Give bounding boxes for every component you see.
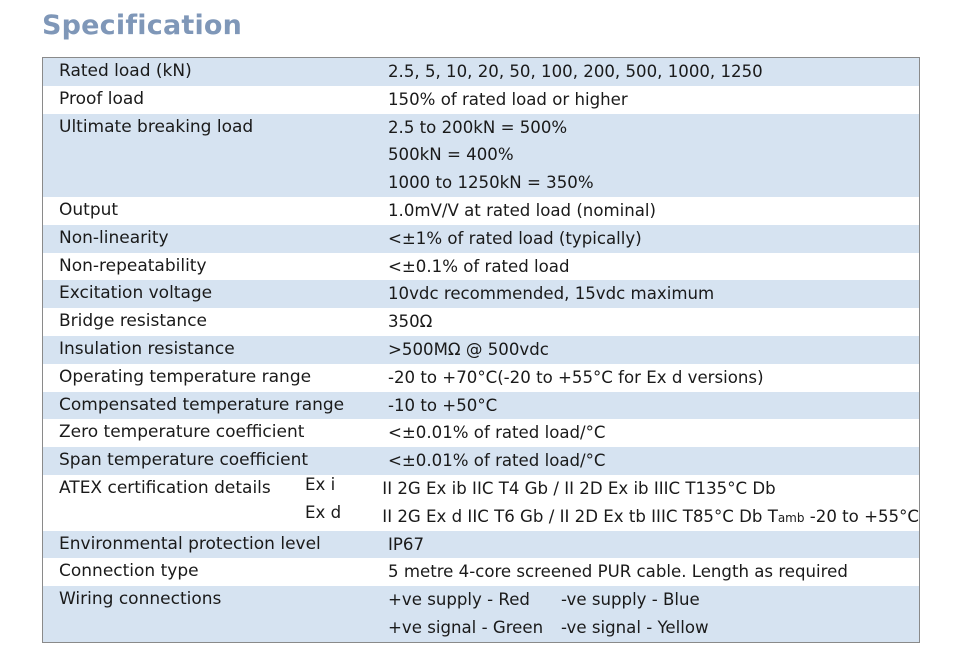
page-title: Specification	[42, 10, 243, 41]
wiring-supply-positive: +ve supply - Red	[388, 590, 530, 610]
spec-label: Non-linearity	[59, 227, 169, 248]
spec-value: <±0.01% of rated load/°C	[388, 451, 606, 471]
table-row	[43, 225, 919, 253]
spec-label: Environmental protection level	[59, 533, 321, 554]
spec-label: Excitation voltage	[59, 283, 213, 304]
spec-value: 350Ω	[388, 312, 433, 332]
spec-label: Rated load (kN)	[59, 61, 192, 81]
table-row	[43, 253, 919, 281]
spec-label: Output	[59, 199, 119, 220]
table-row	[43, 447, 919, 475]
table-row	[43, 308, 919, 336]
atex-ex-d-tail: -20 to +55°C	[804, 506, 919, 526]
spec-value: 150% of rated load or higher	[388, 89, 628, 109]
atex-ex-d-value	[382, 503, 919, 531]
table-row	[43, 419, 919, 447]
atex-ex-d-main: II 2G Ex d IIC T6 Gb / II 2D Ex tb IIIC T85°C Db T	[382, 506, 778, 526]
spec-label: Operating temperature range	[59, 366, 312, 387]
spec-label: Wiring connections	[59, 589, 222, 610]
spec-label: Bridge resistance	[59, 311, 207, 332]
atex-ex-d-subscript: amb	[777, 510, 805, 525]
spec-value: 1.0mV/V at rated load (nominal)	[388, 200, 657, 220]
table-row	[43, 586, 919, 642]
table-row	[43, 58, 919, 86]
spec-label: Connection type	[59, 561, 199, 582]
wiring-signal-negative: -ve signal - Yellow	[561, 617, 709, 637]
wiring-signal-positive: +ve signal - Green	[388, 617, 544, 637]
spec-value: 10vdc recommended, 15vdc maximum	[388, 284, 715, 304]
spec-value: -20 to +70°C(-20 to +55°C for Ex d versions)	[388, 367, 764, 387]
spec-value: IP67	[388, 534, 425, 554]
spec-value: 5 metre 4-core screened PUR cable. Length as required	[388, 562, 848, 582]
table-row	[43, 531, 919, 559]
table-row	[43, 558, 919, 586]
spec-label: Non-repeatability	[59, 255, 207, 276]
table-row	[43, 392, 919, 420]
atex-ex-d-label: Ex d	[305, 502, 342, 522]
spec-value: 1000 to 1250kN = 350%	[388, 173, 594, 193]
spec-label: Insulation resistance	[59, 338, 235, 359]
spec-value: <±1% of rated load (typically)	[388, 228, 642, 248]
table-row	[43, 336, 919, 364]
spec-label: Ultimate breaking load	[59, 116, 254, 137]
specification-table	[42, 57, 920, 643]
table-row	[43, 86, 919, 114]
atex-ex-i-value: II 2G Ex ib IIC T4 Gb / II 2D Ex ib IIIC T135°C Db	[382, 478, 776, 498]
spec-label: Compensated temperature range	[59, 394, 345, 415]
atex-ex-i-label: Ex i	[305, 474, 336, 494]
table-row	[43, 114, 919, 197]
spec-value: -10 to +50°C	[388, 395, 498, 415]
table-row	[43, 364, 919, 392]
spec-label: Proof load	[59, 88, 145, 109]
table-row	[43, 280, 919, 308]
spec-value: <±0.1% of rated load	[388, 256, 570, 276]
spec-value: <±0.01% of rated load/°C	[388, 423, 606, 443]
table-row	[43, 197, 919, 225]
spec-value: 2.5 to 200kN = 500%	[388, 117, 568, 137]
spec-value: 2.5, 5, 10, 20, 50, 100, 200, 500, 1000, 1250	[388, 62, 763, 81]
spec-label: ATEX certification details	[59, 477, 271, 498]
table-row	[43, 475, 919, 531]
spec-value: >500MΩ @ 500vdc	[388, 339, 549, 359]
spec-value: 500kN = 400%	[388, 145, 514, 165]
spec-label: Span temperature coefficient	[59, 450, 309, 471]
wiring-supply-negative: -ve supply - Blue	[561, 590, 700, 610]
spec-label: Zero temperature coefficient	[59, 422, 305, 443]
